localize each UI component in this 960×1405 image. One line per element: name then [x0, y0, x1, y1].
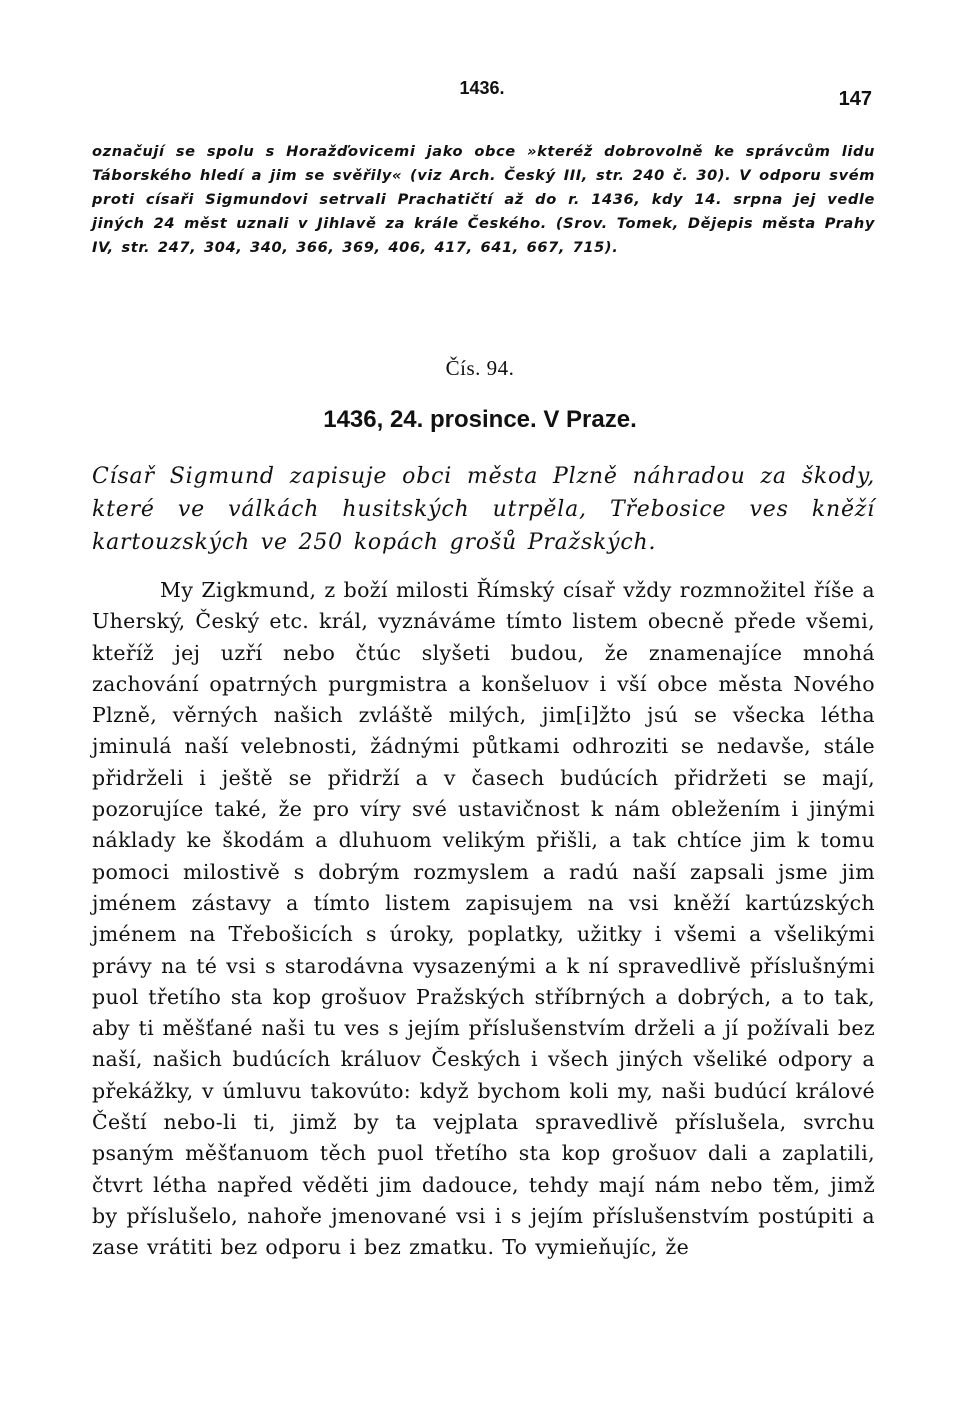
document-number: Čís. 94. [445, 356, 515, 380]
document-date-place: 1436, 24. prosince. V Praze. [323, 406, 637, 433]
document-regest: Císař Sigmund zapisuje obci města Plzně náhradou za škody, které ve válkách husitských utrpěla, Třebosice ves kněží kartouzských ve 250 kopách grošů Pražských. [92, 464, 875, 555]
document-body-text: My Zigkmund, z boží milosti Římský císař vždy rozmnožitel říše a Uherský, Český etc. král, vyznáváme tímto listem obecně přede všemi, kteříž jej uzří nebo čtúc slyšeti budou, že znamenajíce mnohá zachování opatrných purgmistra a konšeluov i vší obce města Nového Plzně, věrných našich zvláště milých, jim[i]žto jsú se všecka létha jminulá naší velebnosti, žádnými půtkami odhroziti se nedavše, stále přidrželi i ještě se přidrží a v časech budúcích přidržeti se mají, pozorujíce také, že pro víry své ustavičnost k nám obležením i jinými náklady ke škodám a dluhuom velikým přišli, a tak chtíce jim k tomu pomoci milostivě s dobrým rozmyslem a radú naší zapsali jsme jim jménem zástavy a tímto listem zapisujem na vsi kněží kartúzských jménem na Třebošicích s úroky, poplatky, užitky i všemi a všelikými právy na té vsi s starodávna vysazenými a k ní spravedlivě příslušnými puol třetího sta kop grošuov Pražských stříbrných a dobrých, a to tak, aby ti měšťané naši tu ves s jejím příslušenstvím drželi a jí požívali bez naší, našich budúcích králuov Českých i všech jiných všeliké odpory a překážky, v úmluvu takovúto: když bychom koli my, naši budúcí králové Čeští nebo-li ti, jimž by ta vejplata spravedlivě příslušela, svrchu psaným měšťanuom těch puol třetího sta kop grošuov dali a zaplatili, čtvrt létha napřed věděti jim dadouce, tehdy mají nám nebo těm, jimž by příslušelo, nahoře jmenované vsi i s jejím příslušenstvím postúpiti a zase vrátiti bez odporu i bez zmatku. To vymieňujíc, že [92, 578, 875, 1260]
footnote-text: označují se spolu s Horažďovicemi jako obce »kteréž dobrovolně ke správcům lidu Táborského hledí a jim se svěřily« (viz Arch. Český III, str. 240 č. 30). V odporu svém proti císaři Sigmundovi setrvali Prachatičtí až do r. 1436, kdy 14. srpna jej vedle jiných 24 měst uznali v Jihlavě za krále Českého. (Srov. Tomek, Dějepis města Prahy IV, str. 247, 304, 340, 366, 369, 406, 417, 641, 667, 715). [92, 143, 875, 256]
header-year: 1436. [459, 78, 505, 98]
page-number: 147 [838, 88, 872, 110]
running-header [92, 78, 872, 118]
